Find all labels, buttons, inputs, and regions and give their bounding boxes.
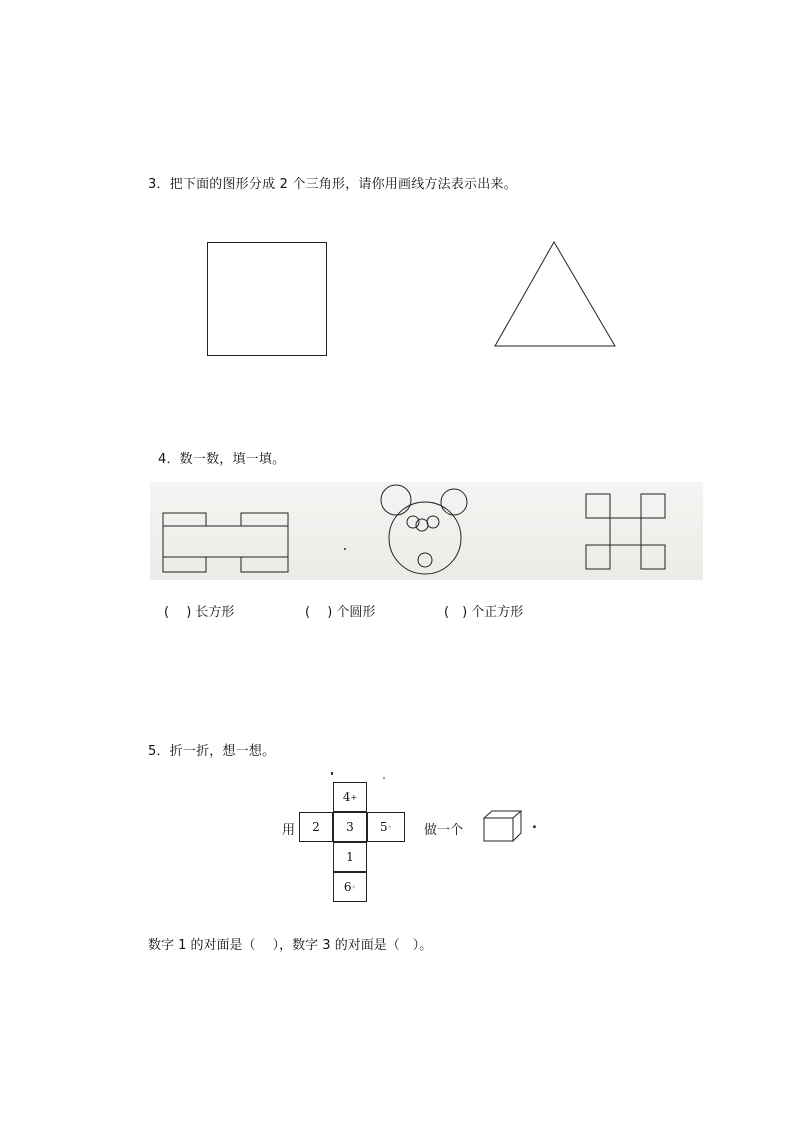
rectangles-figure	[163, 513, 288, 572]
net-number: 3	[346, 820, 354, 834]
tick-mark	[383, 777, 385, 779]
net-cell-left	[299, 812, 333, 842]
net-number: 6	[343, 880, 352, 894]
use-label: 用	[282, 823, 296, 838]
q5-question[interactable]: 数字 1 的对面是（ ），数字 3 的对面是（ ）。	[148, 938, 433, 953]
rectangle-count-blank[interactable]: ( ) 长方形	[164, 605, 235, 620]
triangle-shape	[495, 242, 615, 346]
square-shape	[208, 243, 327, 356]
q4-figures	[150, 482, 703, 580]
q3-square-figure	[200, 236, 335, 362]
net-cell-top: 4 +	[333, 782, 367, 812]
net-number: 4	[342, 790, 351, 804]
net-number: 1	[346, 850, 354, 864]
net-number: 5	[379, 820, 388, 834]
circle-count-blank[interactable]: ( ) 个圆形	[305, 605, 376, 620]
make-label: 做一个	[424, 823, 464, 838]
q3-title: 3．把下面的图形分成 2 个三角形，请你用画线方法表示出来。	[148, 177, 517, 192]
net-cell-below	[333, 842, 367, 872]
q3-triangle-figure	[488, 236, 622, 352]
q5-title: 5．折一折，想一想。	[148, 744, 276, 759]
squares-figure	[586, 494, 665, 569]
net-number: 2	[312, 820, 320, 834]
q4-figure-strip	[150, 482, 703, 580]
period-mark: .	[532, 817, 537, 832]
cube-icon	[481, 808, 523, 844]
net-cell-right: 5 ◦	[367, 812, 405, 842]
net-cell-bottom: 6 ◦	[333, 872, 367, 902]
square-count-blank[interactable]: ( ) 个正方形	[444, 605, 524, 620]
stray-dot	[344, 548, 346, 550]
tick-mark	[331, 772, 333, 775]
circles-figure	[381, 485, 467, 574]
net-cell-center	[333, 812, 367, 842]
q4-title: 4．数一数，填一填。	[158, 452, 286, 467]
